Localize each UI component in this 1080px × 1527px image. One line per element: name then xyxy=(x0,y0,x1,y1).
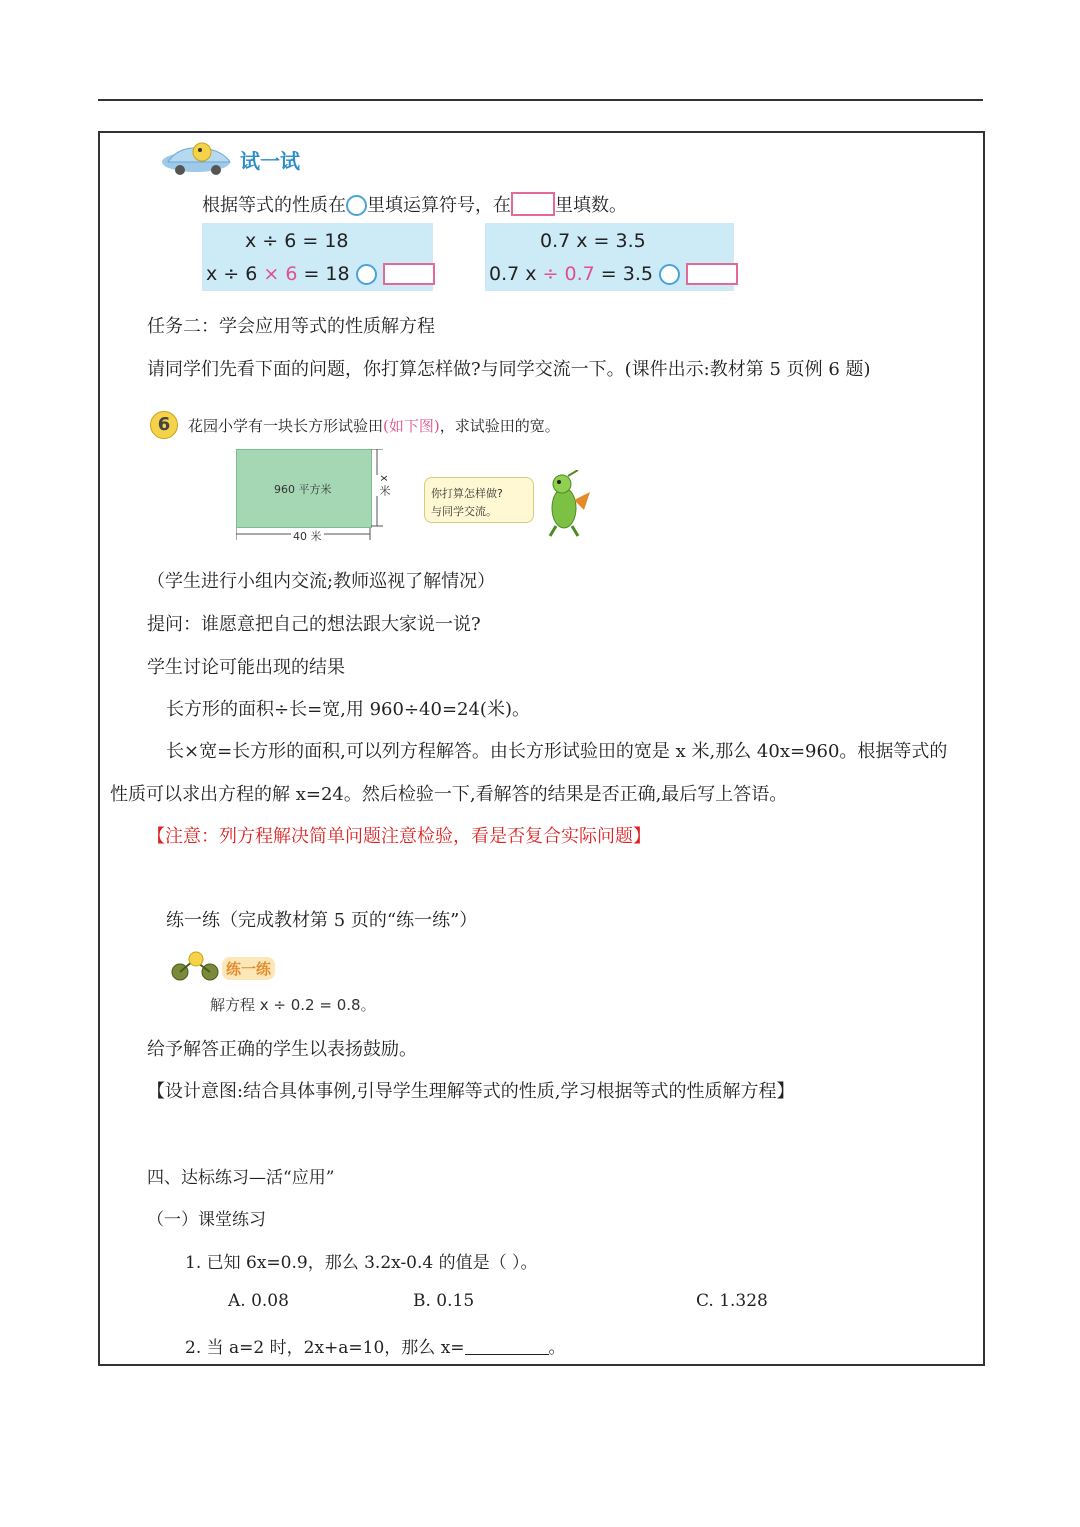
example6-text-a: 花园小学有一块长方形试验田 xyxy=(188,417,384,435)
group-discussion-note: （学生进行小组内交流;教师巡视了解情况） xyxy=(147,571,496,592)
question-2-text: 2. 当 a=2 时，2x+a=10，那么 x= xyxy=(185,1338,465,1358)
example6-text-b: ，求试验田的宽。 xyxy=(439,417,560,435)
design-intent: 【设计意图:结合具体事例,引导学生理解等式的性质,学习根据等式的性质解方程】 xyxy=(147,1081,795,1102)
number-box-icon xyxy=(511,192,555,216)
question-prompt: 提问：谁愿意把自己的想法跟大家说一说? xyxy=(147,614,481,635)
motorbike-mascot-icon xyxy=(168,950,222,982)
operator-circle-icon xyxy=(346,195,367,216)
width-label: x 米 xyxy=(378,475,391,497)
try-instruction-part-a: 根据等式的性质在 xyxy=(202,195,346,216)
try-instruction xyxy=(202,191,627,217)
try-instruction-part-b: 里填运算符号，在 xyxy=(367,195,511,216)
method-2-line-2: 性质可以求出方程的解 x=24。然后检验一下,看解答的结果是否正确,最后写上答语。 xyxy=(110,784,788,805)
practice-equation: 解方程 x ÷ 0.2 = 0.8。 xyxy=(210,996,376,1014)
q1-option-c[interactable]: C. 1.328 xyxy=(696,1291,768,1311)
task2-intro: 请同学们先看下面的问题，你打算怎样做?与同学交流一下。(课件出示:教材第 5 页例 6 题) xyxy=(147,359,871,380)
section4-subheading: （一）课堂练习 xyxy=(147,1210,266,1230)
method-2-line-1: 长×宽=长方形的面积,可以列方程解答。由长方形试验田的宽是 x 米,那么 40x=960。根据等式的 xyxy=(166,741,948,762)
box1-line2-left: x ÷ 6 xyxy=(206,263,264,285)
example6-text-paren: (如下图) xyxy=(383,417,440,435)
box1-answer-circle[interactable] xyxy=(356,264,377,285)
try-instruction-part-c: 里填数。 xyxy=(555,195,627,216)
box2-number: 0.7 xyxy=(564,263,595,285)
answer-blank[interactable] xyxy=(465,1338,549,1355)
question-1: 1. 已知 6x=0.9，那么 3.2x-0.4 的值是（ ）。 xyxy=(185,1253,538,1273)
box2-line2-right: = 3.5 xyxy=(594,263,653,285)
q1-option-b[interactable]: B. 0.15 xyxy=(413,1291,475,1311)
box2-line2 xyxy=(489,263,738,285)
box2-answer-circle[interactable] xyxy=(659,264,680,285)
box2-line1: 0.7 x = 3.5 xyxy=(540,230,646,252)
task2-heading: 任务二：学会应用等式的性质解方程 xyxy=(147,316,435,337)
length-label: 40 米 xyxy=(293,530,322,543)
box1-line2 xyxy=(206,263,435,285)
example6-problem xyxy=(188,415,560,436)
example-number-badge: 6 xyxy=(150,411,178,439)
box1-number: 6 xyxy=(285,263,298,285)
practice-badge: 练一练 xyxy=(222,957,275,980)
section4-heading: 四、达标练习—活“应用” xyxy=(147,1168,335,1188)
car-mascot-icon xyxy=(158,138,238,178)
box2-line2-left: 0.7 x xyxy=(489,263,543,285)
attention-note: 【注意：列方程解决简单问题注意检验，看是否复合实际问题】 xyxy=(147,826,651,847)
box2-operator: ÷ xyxy=(542,263,559,285)
try-section-title: 试一试 xyxy=(240,149,300,173)
method-1: 长方形的面积÷长=宽,用 960÷40=24(米)。 xyxy=(166,699,530,720)
question-2-end: 。 xyxy=(548,1338,566,1358)
practice-heading: 练一练（完成教材第 5 页的“练一练”） xyxy=(166,910,478,931)
q1-option-a[interactable]: A. 0.08 xyxy=(228,1291,289,1311)
box1-line1: x ÷ 6 = 18 xyxy=(245,230,349,252)
box2-answer-box[interactable] xyxy=(686,263,738,285)
box1-answer-box[interactable] xyxy=(383,263,435,285)
results-heading: 学生讨论可能出现的结果 xyxy=(147,657,345,678)
grasshopper-mascot-icon xyxy=(534,470,594,538)
box1-line2-right: = 18 xyxy=(297,263,350,285)
box1-operator: × xyxy=(263,263,280,285)
praise-text: 给予解答正确的学生以表扬鼓励。 xyxy=(147,1039,417,1060)
question-2 xyxy=(185,1333,566,1358)
area-label: 960 平方米 xyxy=(274,483,332,496)
header-rule xyxy=(98,99,983,101)
bubble-line-2: 与同学交流。 xyxy=(431,505,497,518)
bubble-line-1: 你打算怎样做? xyxy=(431,487,503,500)
